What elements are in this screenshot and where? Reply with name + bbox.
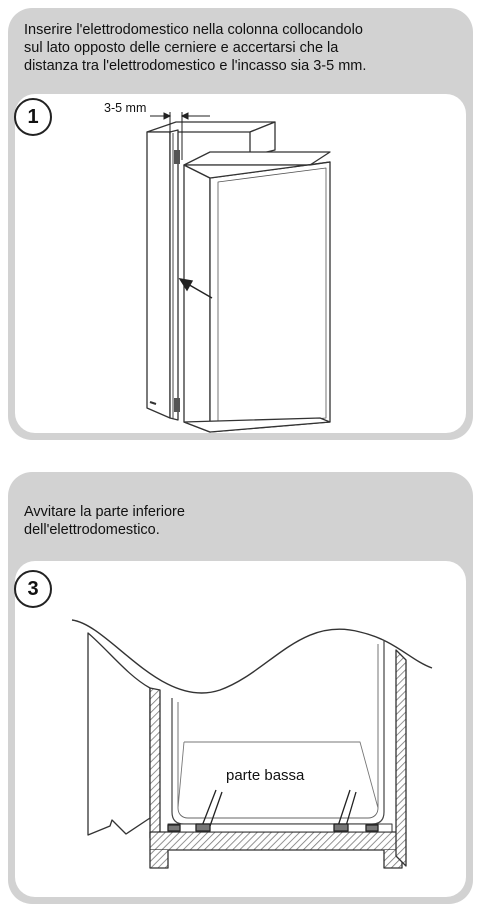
step-1-instruction-line-1: Inserire l'elettrodomestico nella colonna collocandolo <box>24 22 363 38</box>
appliance-top <box>184 152 330 165</box>
appliance-left-side <box>184 165 210 432</box>
cabinet-left-panel <box>88 633 150 835</box>
cabinet-bottom-shelf-section <box>150 832 402 850</box>
step-3-instruction-line-1: Avvitare la parte inferiore <box>24 504 185 520</box>
appliance-front-door <box>210 162 330 432</box>
bottom-fixing-drawing <box>72 620 432 868</box>
gap-dimension-label: 3-5 mm <box>104 101 147 115</box>
cabinet-inner-edge <box>170 130 178 420</box>
bottom-part-label: parte bassa <box>226 767 305 784</box>
cabinet-left-wall-section <box>150 688 160 838</box>
cabinet-column-side <box>147 132 170 418</box>
step-1-instruction-line-2: sul lato opposto delle cerniere e accertarsi che la <box>24 40 339 56</box>
step-1-instruction-line-3: distanza tra l'elettrodomestico e l'incasso sia 3-5 mm. <box>24 58 367 74</box>
cabinet-right-wall-section <box>396 650 406 866</box>
column-and-appliance-drawing <box>147 122 330 432</box>
step-3-instruction-line-2: dell'elettrodomestico. <box>24 522 160 538</box>
step-1-number-badge: 1 <box>14 98 52 136</box>
step-3-number-badge: 3 <box>14 570 52 608</box>
appliance-body-outline <box>172 640 384 824</box>
